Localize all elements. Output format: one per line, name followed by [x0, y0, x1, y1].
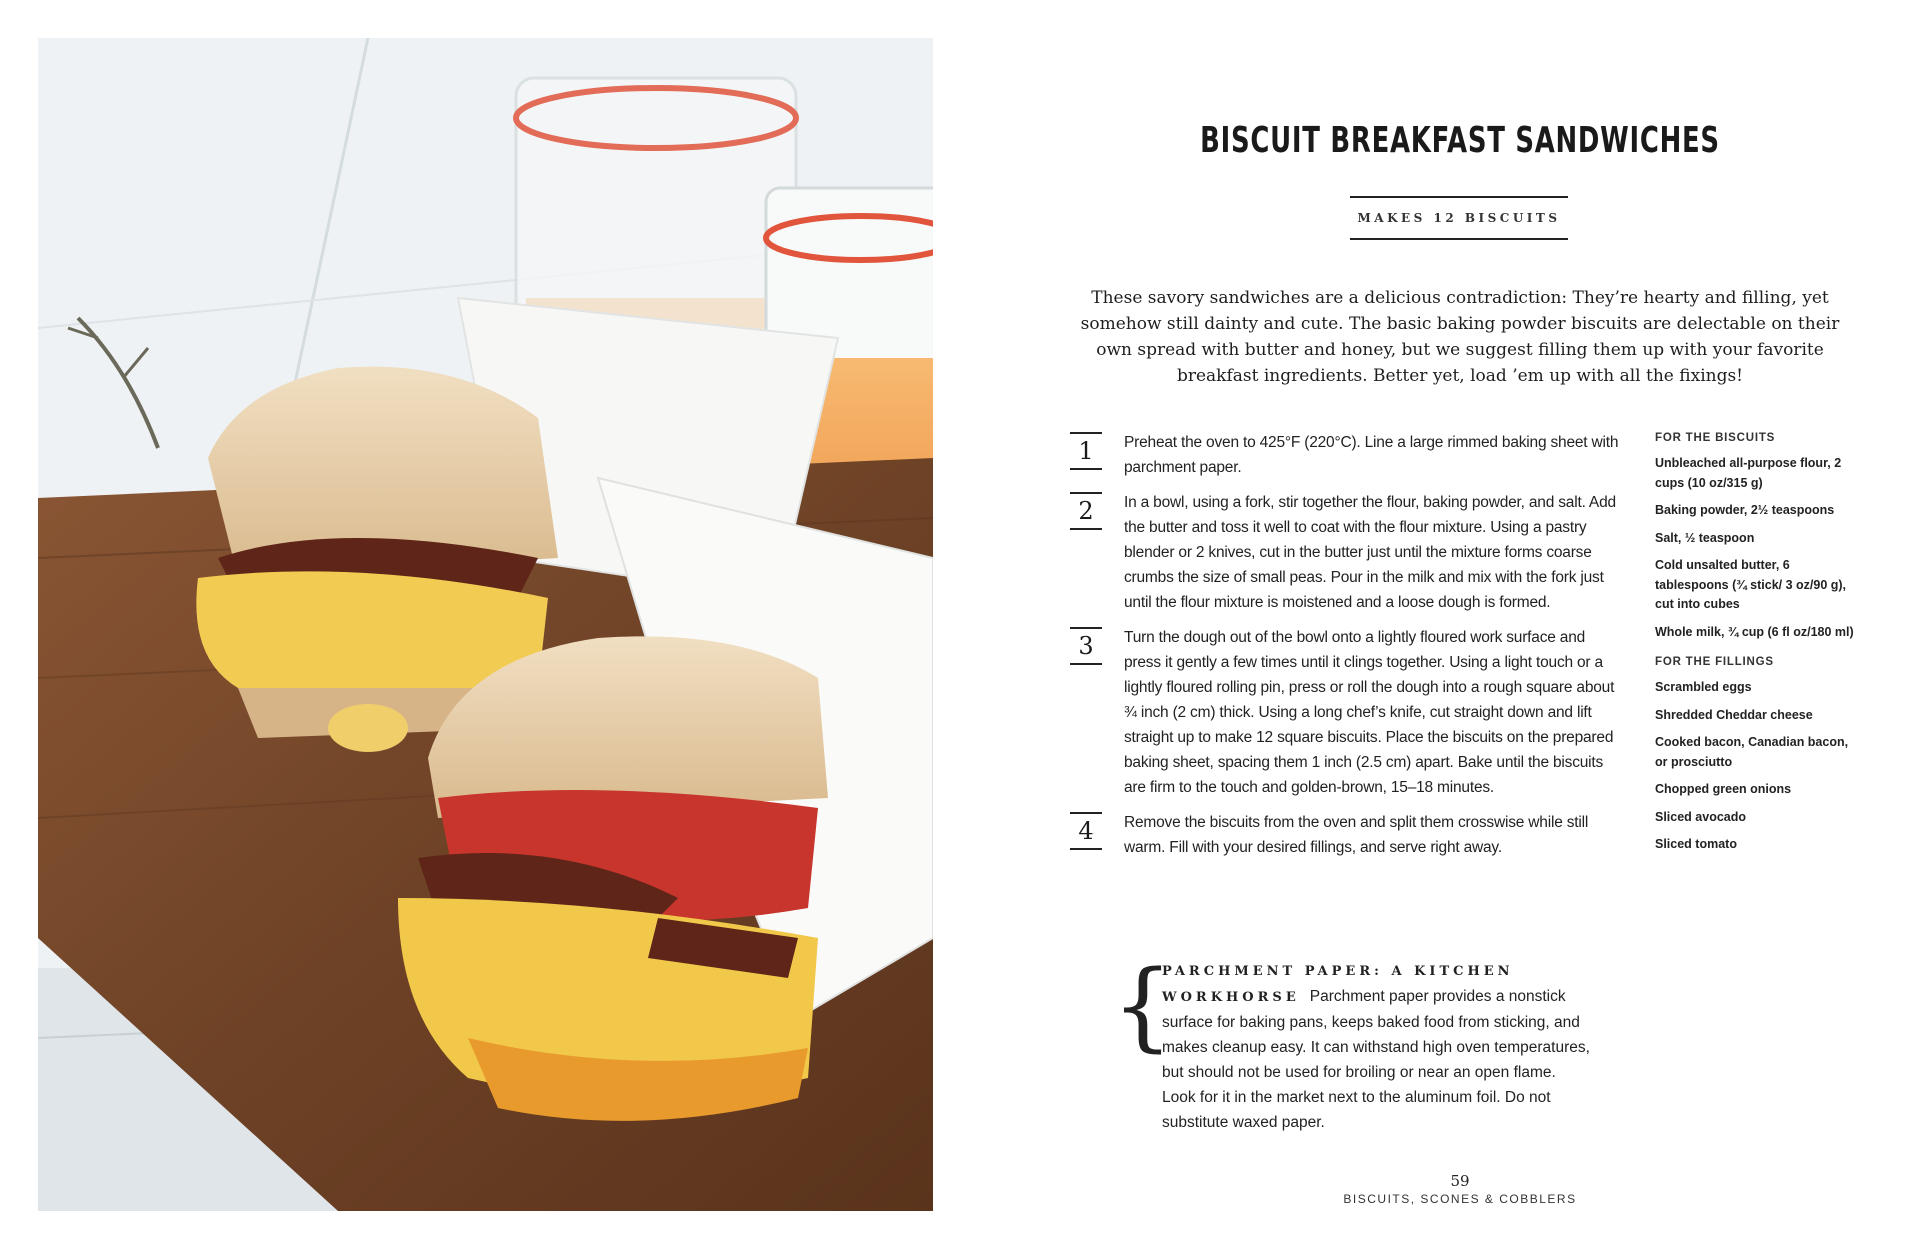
ingredients-list [1655, 432, 1855, 869]
step-text: Turn the dough out of the bowl onto a lightly floured work surface and press it gently a few times until it clings together. Using a light touch or a lightly floured rolling pin, press or roll the dough into a rough square about ¾ inch (2 cm) thick. Using a long chef’s knife, cut straight down and lift straight up to make 12 square biscuits. Place the biscuits on the prepared baking sheet, spacing them 1 inch (2.5 cm) apart. Bake until the biscuits are firm to the touch and golden-brown, 15–18 minutes. [1124, 629, 1615, 796]
page-footer [1000, 1172, 1920, 1206]
ingredient: Baking powder, 2½ teaspoons [1655, 503, 1835, 517]
recipe-page [1000, 0, 1920, 1234]
step-text: Preheat the oven to 425°F (220°C). Line a large rimmed baking sheet with parchment paper. [1124, 434, 1619, 476]
ingredient: Unbleached all-purpose flour, 2 cups (10 oz/315 g) [1655, 456, 1842, 490]
tip-sidebar [1112, 950, 1592, 1135]
recipe-title: BISCUIT BREAKFAST SANDWICHES [1200, 120, 1720, 161]
tip-text: Parchment paper provides a nonstick surface for baking pans, keeps baked food from sticking, and makes cleanup easy. It can withstand high oven temperatures, but should not be used for broiling or near an open flame. Look for it in the market next to the aluminum foil. Do not substitute waxed paper. [1162, 988, 1590, 1131]
running-head: BISCUITS, SCONES & COBBLERS [1343, 1192, 1577, 1206]
ingredient: Salt, ½ teaspoon [1655, 530, 1755, 545]
ingredients-heading: FOR THE FILLINGS [1655, 656, 1774, 668]
step-number: 3 [1070, 627, 1102, 665]
step-1 [1070, 430, 1620, 480]
biscuit-ingredients [1655, 432, 1855, 642]
sandwich-illustration [38, 38, 933, 1211]
recipe-intro: These savory sandwiches are a delicious contradiction: They’re hearty and filling, yet somehow still dainty and cute. The basic baking powder biscuits are delectable on their own spread with butter and honey, but we suggest filling them up with your favorite breakfast ingredients. Better yet, load ’em up with all the fixings! [1080, 288, 1840, 386]
step-number: 2 [1070, 492, 1102, 530]
recipe-photo [38, 38, 933, 1211]
ingredient: Chopped green onions [1655, 782, 1792, 796]
filling-ingredients [1655, 656, 1855, 855]
ingredient: Sliced avocado [1655, 809, 1747, 824]
ingredient: Scrambled eggs [1655, 680, 1752, 694]
step-4 [1070, 810, 1620, 860]
ingredient: Cold unsalted butter, 6 tablespoons (¾ stick/ 3 oz/90 g), cut into cubes [1655, 558, 1847, 611]
step-3 [1070, 625, 1620, 800]
ingredient: Shredded Cheddar cheese [1655, 707, 1813, 722]
ingredient: Sliced tomato [1655, 837, 1737, 851]
ingredient: Cooked bacon, Canadian bacon, or prosciutto [1655, 735, 1849, 769]
method-steps [1070, 430, 1620, 870]
yield-box [1350, 196, 1568, 240]
tip-body [1162, 958, 1592, 1135]
ingredient: Whole milk, ¾ cup (6 fl oz/180 ml) [1655, 624, 1854, 639]
tip-title: PARCHMENT PAPER: A KITCHEN WORKHORSE [1162, 964, 1514, 1005]
brace-ornament: { [1112, 950, 1174, 1062]
step-number: 1 [1070, 432, 1102, 470]
step-text: In a bowl, using a fork, stir together the flour, baking powder, and salt. Add the butter and toss it well to coat with the flour mixture. Using a pastry blender or 2 knives, cut in the butter just until the mixture forms coarse crumbs the size of small peas. Pour in the milk and mix with the fork just until the flour mixture is moistened and a loose dough is formed. [1124, 494, 1616, 611]
yield-text: MAKES 12 BISCUITS [1357, 211, 1561, 225]
page-number: 59 [1450, 1172, 1470, 1190]
step-number: 4 [1070, 812, 1102, 850]
step-2 [1070, 490, 1620, 615]
step-text: Remove the biscuits from the oven and split them crosswise while still warm. Fill with your desired fillings, and serve right away. [1124, 814, 1589, 856]
ingredients-heading: FOR THE BISCUITS [1655, 432, 1776, 444]
